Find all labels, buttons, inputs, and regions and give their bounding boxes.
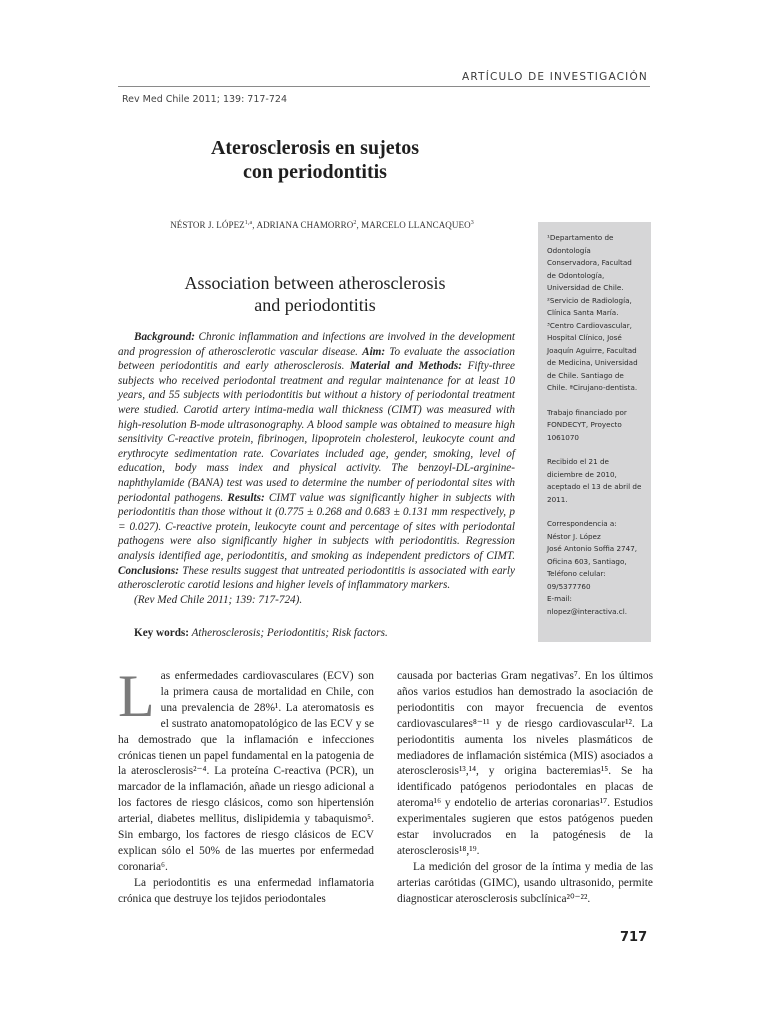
background-label: Background: [134, 331, 195, 343]
author-2: ADRIANA CHAMORRO [256, 220, 354, 230]
abstract-citation: (Rev Med Chile 2011; 139: 717-724). [134, 593, 303, 606]
methods-text: Fifty-three subjects who received periodontal treatment and regular maintenance for at least 10 years, and 55 subjects with periodontitis but without a history of periodontal treatment were studied. Carotid artery intima-media wall thickness (CIMT) was measured with high-resolution B-mode ultrasonography. A blood sample was obtained to measure high sensitivity C-reactive protein, fibrinogen, lipoprotein cholesterol, leukocyte count and erythrocyte sedimentation rate. Covariates included age, gender, smoking, level of education, body mass index and physical activity. The benzoyl-DL-arginine-naphthylamide (BANA) test was used to determine the number of periodontal sites with periodontal pathogens. [118, 360, 516, 504]
affiliations: ¹Departamento de Odontología Conservadora, Facultad de Odontología, Universidad de Chile. ²Servicio de Radiología, Clínica Santa María. ³Centro Cardiovascular, Hospital Clínico, José Joaquín Aguirre, Facultad de Medicina, Universidad de Chile. Santiago de Chile. ªCirujano-dentista. [547, 233, 638, 392]
author-3: MARCELO LLANCAQUEO [361, 220, 471, 230]
title-spanish-line-2: con periodontitis [243, 161, 387, 183]
author-1: NÉSTOR J. LÓPEZ [170, 220, 245, 230]
abstract-paragraph [118, 330, 515, 593]
section-label: ARTÍCULO DE INVESTIGACIÓN [461, 71, 648, 83]
author-3-affiliation: 3 [470, 220, 474, 226]
drop-cap: L [118, 663, 155, 729]
correspondence-label: Correspondencia a: [547, 519, 617, 528]
results-text: CIMT value was significantly higher in subjects with periodontitis than those without it (0.775 ± 0.268 and 0.683 ± 0.131 mm respectively, p = 0.027). C-reactive protein, leukocyte count and percentage of sites with periodontal pathogens were also significantly higher in subjects with periodontitis. Regression analysis identified age, periodontitis, and smoking as independent predictors of CIMT. [118, 491, 515, 562]
title-spanish [150, 136, 480, 184]
phone-label: Teléfono celular: [547, 569, 606, 578]
phone-number: 09/5377760 [547, 581, 591, 591]
methods-label: Material and Methods: [350, 360, 462, 373]
body-paragraph: La medición del grosor de la íntima y media de las arterias carótidas (GIMC), usando ultrasonido, permite diagnosticar aterosclerosis subclínica²⁰⁻²². [397, 860, 653, 905]
title-english-line-2: and periodontitis [254, 295, 376, 315]
correspondence-name: Néstor J. López [547, 531, 601, 541]
body-text: as enfermedades cardiovasculares (ECV) son la primera causa de mortalidad en Chile, con una prevalencia de 28%¹. La ateromatosis es el sustrato anatomopatológico de las ECV y se ha demostrado que la inflamación e infecciones crónicas tienen un papel fundamental en la patogenia de la aterosclerosis²⁻⁴. La proteína C-reactiva (PCR), un marcador de la inflamación, añade un riesgo adicional a los factores de riesgo clásicos, como son hipertensión arterial, diabetes mellitus, dislipidemia y tabaquismo⁵. Sin embargo, los factores de riesgo clásicos de ECV explican sólo el 50% de las muertes por enfermedad coronaria⁶. [118, 670, 374, 873]
header-rule [118, 86, 650, 87]
correspondence-address: José Antonio Soffia 2747, Oficina 603, Santiago, [547, 544, 638, 566]
keywords-label: Key words: [134, 627, 189, 639]
conclusions-label: Conclusions: [118, 564, 179, 577]
email-address: E-mail: nlopez@interactiva.cl. [547, 594, 627, 616]
title-english [150, 272, 480, 316]
author-list: NÉSTOR J. LÓPEZ$^{1,a}$, ADRIANA CHAMORRO$^2$, MARCELO LLANCAQUEO$^3$ [170, 220, 474, 230]
sidebar-notes [538, 222, 651, 642]
keywords-text: Atherosclerosis; Periodontitis; Risk factors. [189, 627, 388, 639]
funding-note: Trabajo financiado por FONDECYT, Proyecto 1061070 [547, 407, 627, 442]
abstract [118, 330, 515, 607]
body-paragraph: causada por bacterias Gram negativas⁷. En los últimos años varios estudios han demostrado la asociación de periodontitis con mayor frecuencia de eventos cardiovasculares⁸⁻¹¹ y de riesgo cardiovascular¹². La periodontitis aumenta los niveles plasmáticos de mediadores de inflamación sistémica (MIS) asociados a aterosclerosis¹³,¹⁴, y origina bacteremias¹⁵. Se ha identificado patógenos periodontales en placas de ateroma¹⁶ y endotelio de arterias coronarias¹⁷. Estudios experimentales sugieren que estos patógenos pueden estar involucrados en la patogénesis de la aterosclerosis¹⁸,¹⁹. [397, 670, 653, 857]
body-paragraph [118, 663, 374, 876]
author-2-affiliation: 2 [353, 220, 357, 226]
keywords [134, 627, 388, 639]
body-column-right [397, 669, 653, 908]
conclusions-text: These results suggest that untreated periodontitis is associated with early atherosclerotic carotid lesions and higher levels of inflammatory markers. [118, 564, 515, 592]
title-spanish-line-1: Aterosclerosis en sujetos [210, 137, 420, 159]
results-label: Results: [227, 491, 265, 504]
body-column-left [118, 663, 374, 908]
aim-text: To evaluate the association between periodontitis and early atherosclerosis. [118, 345, 515, 373]
received-dates: Recibido el 21 de diciembre de 2010, aceptado el 13 de abril de 2011. [547, 457, 642, 504]
body-paragraph: La periodontitis es una enfermedad inflamatoria crónica que destruye los tejidos periodontales [118, 876, 374, 905]
title-english-line-1: Association between atherosclerosis [184, 273, 446, 293]
page-number: 717 [620, 930, 648, 945]
background-text: Chronic inflammation and infections are involved in the development and progression of atherosclerotic vascular disease. [118, 331, 515, 358]
journal-reference: Rev Med Chile 2011; 139: 717-724 [122, 94, 287, 105]
aim-label: Aim: [362, 345, 386, 358]
author-1-affiliation: 1,a [244, 220, 253, 226]
